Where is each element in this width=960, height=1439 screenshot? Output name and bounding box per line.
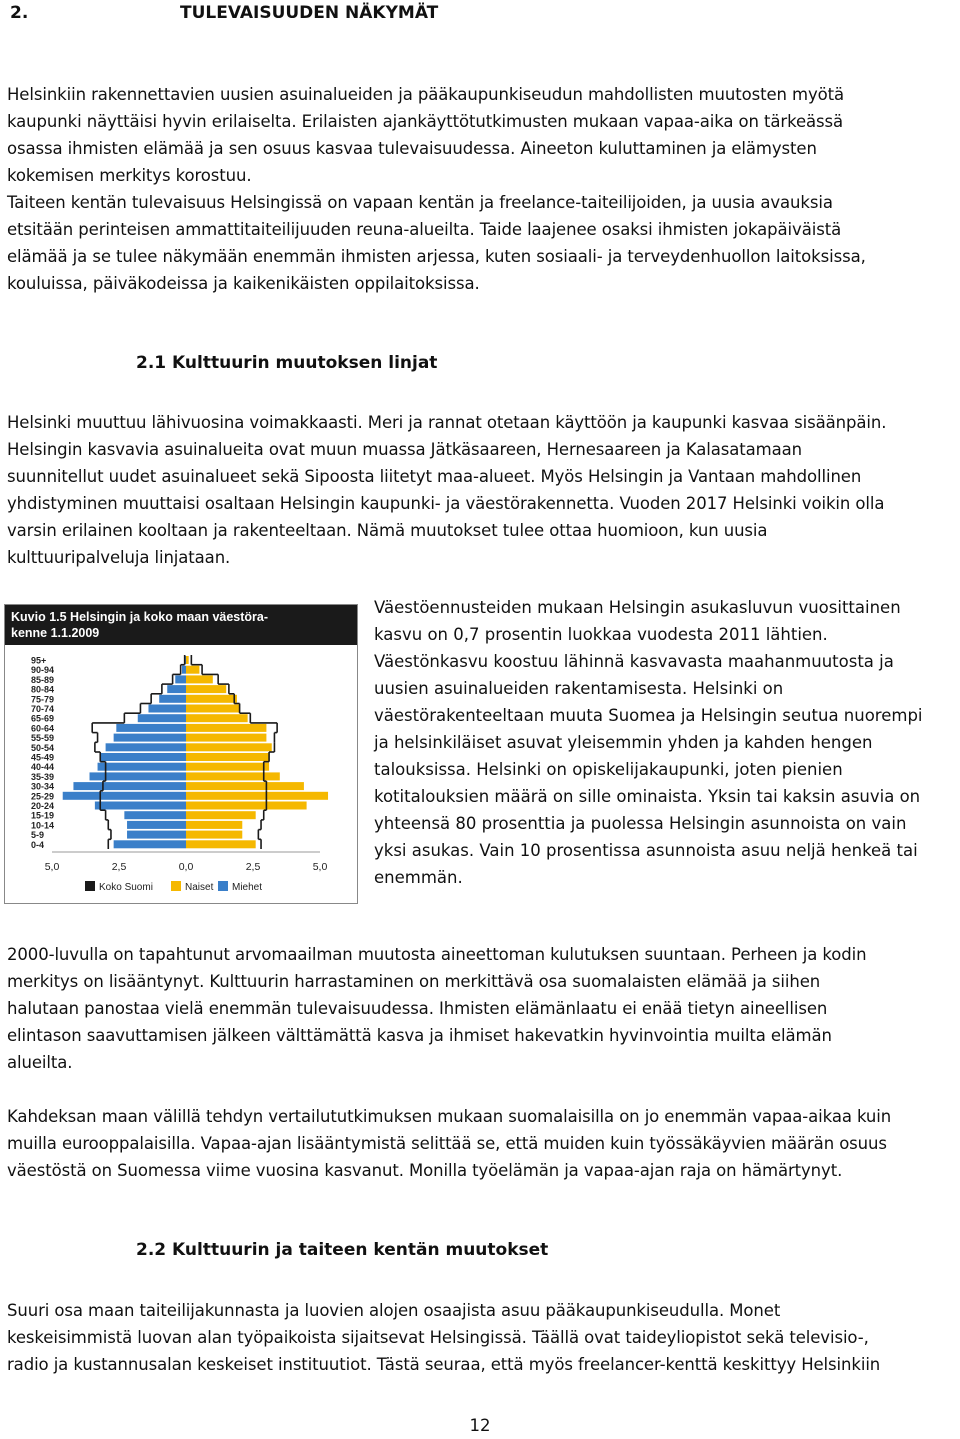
bar-naiset bbox=[186, 724, 266, 732]
text-line: talouksissa. Helsinki on opiskelijakaupunki, joten pienien bbox=[374, 760, 843, 779]
text-line: yhteensä 80 prosenttia ja puolessa Helsingin asunnoista on vain bbox=[374, 814, 907, 833]
chart-title-line-2: kenne 1.1.2009 bbox=[11, 626, 100, 640]
bar-naiset bbox=[186, 821, 242, 829]
bar-miehet bbox=[73, 782, 186, 790]
text-line: kouluissa, päiväkodeissa ja kaikenikäisten oppilaitoksissa. bbox=[7, 274, 480, 293]
bar-naiset bbox=[186, 666, 199, 674]
text-line: Helsinkiin rakennettavien uusien asuinalueiden ja pääkaupunkiseudun mahdollisten muutosten myötä bbox=[7, 85, 845, 104]
bar-miehet bbox=[175, 675, 186, 683]
bar-miehet bbox=[127, 821, 186, 829]
text-line: kaupunki näyttäisi hyvin erilaiselta. Erilaisten ajankäyttötutkimusten mukaan vapaa-aika on tärkeässä bbox=[7, 112, 844, 131]
legend-label: Koko Suomi bbox=[99, 882, 153, 893]
text-line: enemmän. bbox=[374, 868, 463, 887]
subsection-number: 2.2 bbox=[136, 1240, 167, 1260]
legend-swatch bbox=[85, 881, 95, 891]
text-line: alueilta. bbox=[7, 1053, 73, 1072]
text-line: suunnitellut uudet asuinalueet sekä Sipoosta liitetyt maa-alueet. Myös Helsingin ja Vantaan mahdollinen bbox=[7, 467, 862, 486]
bar-miehet bbox=[114, 840, 186, 848]
age-group-label: 45-49 bbox=[31, 752, 55, 763]
age-group-label: 10-14 bbox=[31, 820, 55, 831]
age-group-label: 0-4 bbox=[31, 839, 45, 850]
text-line: etsitään perinteisen ammattitaiteilijuuden reuna-alueilta. Taide laajenee osaksi ihmisten jokapäiväistä bbox=[7, 220, 842, 239]
bar-naiset bbox=[186, 763, 269, 771]
bar-miehet bbox=[127, 831, 186, 839]
text-line: keskeisimmistä luovan alan työpaikoista sijaitsevat Helsingissä. Täällä ovat taideyliopistot sekä televisio-, bbox=[7, 1328, 869, 1347]
bar-miehet bbox=[116, 724, 186, 732]
legend-swatch bbox=[218, 881, 228, 891]
bar-miehet bbox=[182, 666, 186, 674]
bar-miehet bbox=[106, 743, 186, 751]
age-group-label: 50-54 bbox=[31, 742, 55, 753]
text-line: yhdistyminen muuttaisi osaltaan Helsingin kaupunki- ja väestörakennetta. Vuoden 2017 Helsinki voikin olla bbox=[7, 494, 885, 513]
legend-label: Miehet bbox=[232, 882, 263, 893]
x-tick-label: 0,0 bbox=[178, 861, 194, 873]
text-line: väestörakenteeltaan muuta Suomea ja Helsingin seutua nuorempi bbox=[374, 706, 923, 725]
text-line: elämää ja se tulee näkymään enemmän ihmisten arjessa, kuten sosiaali- ja terveydenhuollon laitoksissa, bbox=[7, 247, 866, 266]
age-group-label: 5-9 bbox=[31, 830, 45, 841]
x-tick-label: 2,5 bbox=[111, 861, 127, 873]
x-tick-label: 5,0 bbox=[312, 861, 328, 873]
age-group-label: 70-74 bbox=[31, 704, 55, 714]
age-group-label: 35-39 bbox=[31, 771, 55, 782]
page-number: 12 bbox=[469, 1416, 491, 1435]
age-group-label: 20-24 bbox=[31, 801, 55, 811]
bar-naiset bbox=[186, 772, 280, 780]
paragraph-leisure bbox=[7, 1103, 957, 1184]
bar-naiset bbox=[186, 802, 307, 810]
bar-miehet bbox=[63, 792, 186, 800]
population-pyramid-chart bbox=[5, 605, 357, 903]
text-line: Suuri osa maan taiteilijakunnasta ja luovien alojen osaajista asuu pääkaupunkiseudulla. Monet bbox=[7, 1301, 781, 1320]
text-line: 2000-luvulla on tapahtunut arvomaailman muutosta aineettoman kulutuksen suuntaan. Perheen ja kodin bbox=[7, 945, 867, 964]
text-line: Väestönkasvu koostuu lähinnä kasvavasta maahanmuutosta ja bbox=[374, 652, 894, 671]
age-group-label: 65-69 bbox=[31, 713, 55, 724]
subsection-heading-2-1 bbox=[136, 350, 437, 377]
x-tick-label: 2,5 bbox=[245, 861, 261, 873]
x-tick-label: 5,0 bbox=[44, 861, 60, 873]
bar-miehet bbox=[124, 811, 186, 819]
age-group-label: 80-84 bbox=[31, 684, 55, 695]
age-group-label: 85-89 bbox=[31, 674, 55, 685]
text-line: Taiteen kentän tulevaisuus Helsingissä on vapaan kentän ja freelance-taiteilijoiden, ja uusia avauksia bbox=[7, 193, 833, 212]
bar-naiset bbox=[186, 743, 272, 751]
age-group-label: 75-79 bbox=[31, 694, 55, 705]
bar-miehet bbox=[148, 705, 186, 713]
text-line: merkitys on lisääntynyt. Kulttuurin harrastaminen on merkittävä osa suomalaisten elämää ja siihen bbox=[7, 972, 821, 991]
text-line: yksi asukas. Vain 10 prosentissa asunnoista asuu neljä henkeä tai bbox=[374, 841, 918, 860]
text-line: ja helsinkiläiset asuvat yleisemmin yhden ja kahden hengen bbox=[374, 733, 873, 752]
age-group-label: 25-29 bbox=[31, 791, 55, 802]
text-line: väestöstä on Suomessa viime vuosina kasvanut. Monilla työelämän ja vapaa-ajan raja on hämärtynyt. bbox=[7, 1161, 843, 1180]
text-line: Kahdeksan maan välillä tehdyn vertailututkimuksen mukaan suomalaisilla on jo enemmän vapaa-aikaa kuin bbox=[7, 1107, 892, 1126]
population-pyramid-figure bbox=[4, 604, 358, 904]
text-line: kotitalouksien määrä on sille ominaista. Yksin tai kaksin asuvia on bbox=[374, 787, 921, 806]
text-line: radio ja kustannusalan keskeiset instituutiot. Tästä seuraa, että myös freelancer-kenttä keskittyy Helsinkiin bbox=[7, 1355, 881, 1374]
bar-miehet bbox=[159, 695, 186, 703]
bar-naiset bbox=[186, 811, 256, 819]
age-group-label: 95+ bbox=[31, 655, 47, 666]
bar-miehet bbox=[138, 714, 186, 722]
text-line: varsin erilainen kooltaan ja rakenteeltaan. Nämä muutokset tulee ottaa huomioon, kun uusia bbox=[7, 521, 768, 540]
section-title: TULEVAISUUDEN NÄKYMÄT bbox=[180, 3, 439, 23]
bar-miehet bbox=[167, 685, 186, 693]
legend-label: Naiset bbox=[185, 882, 214, 893]
bar-miehet bbox=[95, 802, 186, 810]
bar-naiset bbox=[186, 705, 240, 713]
bar-naiset bbox=[186, 734, 266, 742]
section-number: 2. bbox=[10, 3, 29, 23]
bar-naiset bbox=[186, 714, 248, 722]
bar-naiset bbox=[186, 675, 213, 683]
paragraph-changes bbox=[7, 409, 957, 571]
text-line: Helsingin kasvavia asuinalueita ovat muun muassa Jätkäsaareen, Hernesaareen ja Kalasatamaan bbox=[7, 440, 803, 459]
text-line: osassa ihmisten elämää ja sen osuus kasvaa tulevaisuudessa. Aineeton kuluttaminen ja elämysten bbox=[7, 139, 817, 158]
subsection-title: Kulttuurin muutoksen linjat bbox=[172, 353, 438, 373]
bar-naiset bbox=[186, 840, 256, 848]
legend-swatch bbox=[171, 881, 181, 891]
subsection-number: 2.1 bbox=[136, 353, 167, 373]
text-line: elintason saavuttamisen jälkeen välttämättä kasva ja ihmiset hakevatkin hyvinvointia muilta elämän bbox=[7, 1026, 832, 1045]
text-line: halutaan panostaa vielä enemmän tulevaisuudessa. Ihmisten elämänlaatu ei enää tietyn aineellisen bbox=[7, 999, 828, 1018]
bar-miehet bbox=[90, 772, 186, 780]
age-group-label: 30-34 bbox=[31, 781, 55, 792]
text-line: kokemisen merkitys korostuu. bbox=[7, 166, 252, 185]
bar-naiset bbox=[186, 753, 269, 761]
chart-title: Kuvio 1.5 Helsingin ja koko maan väestöra- bbox=[11, 610, 269, 624]
bar-naiset bbox=[186, 685, 226, 693]
text-line: uusien asuinalueiden rakentamisesta. Helsinki on bbox=[374, 679, 784, 698]
subsection-title: Kulttuurin ja taiteen kentän muutokset bbox=[172, 1240, 549, 1260]
age-group-label: 40-44 bbox=[31, 762, 55, 773]
text-line: muilla eurooppalaisilla. Vapaa-ajan lisääntymistä selittää se, että muiden kuin työssäkäyvien määrän osuus bbox=[7, 1134, 887, 1153]
bar-naiset bbox=[186, 792, 328, 800]
text-line: kasvu on 0,7 prosentin luokkaa vuodesta 2011 lähtien. bbox=[374, 625, 828, 644]
age-group-label: 60-64 bbox=[31, 723, 55, 734]
bar-naiset bbox=[186, 831, 242, 839]
text-line: Väestöennusteiden mukaan Helsingin asukasluvun vuosittainen bbox=[374, 598, 901, 617]
age-group-label: 55-59 bbox=[31, 733, 55, 744]
population-description bbox=[374, 594, 960, 891]
paragraph-intro bbox=[7, 81, 957, 297]
subsection-heading-2-2 bbox=[136, 1237, 548, 1264]
bar-miehet bbox=[114, 734, 186, 742]
age-group-label: 15-19 bbox=[31, 810, 55, 821]
bar-naiset bbox=[186, 656, 189, 664]
age-group-label: 90-94 bbox=[31, 665, 55, 676]
bar-naiset bbox=[186, 782, 304, 790]
text-line: Helsinki muuttuu lähivuosina voimakkaasti. Meri ja rannat otetaan käyttöön ja kaupunki kasvaa sisäänpäin. bbox=[7, 413, 887, 432]
bar-miehet bbox=[100, 753, 186, 761]
paragraph-arts-field bbox=[7, 1297, 957, 1378]
bar-miehet bbox=[98, 763, 186, 771]
text-line: kulttuuripalveluja linjataan. bbox=[7, 548, 231, 567]
paragraph-values bbox=[7, 941, 957, 1076]
section-heading bbox=[10, 0, 439, 27]
bar-naiset bbox=[186, 695, 237, 703]
